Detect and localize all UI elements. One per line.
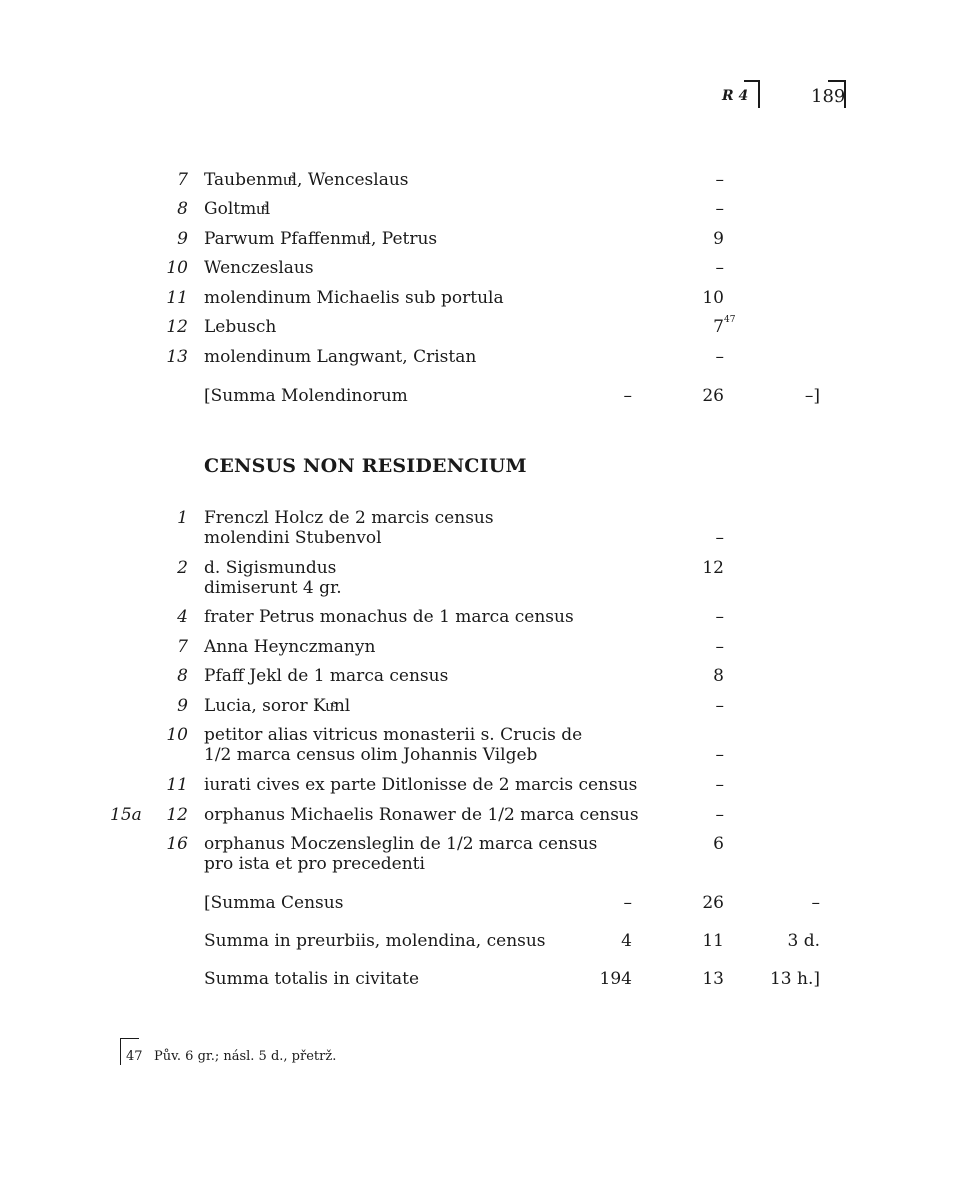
- item-value: –: [715, 199, 724, 219]
- item-value: –: [715, 528, 724, 548]
- item-value: [680, 315, 736, 337]
- item-value: –: [715, 775, 724, 795]
- item-number: 2: [177, 558, 188, 578]
- summa-col3: –: [811, 893, 820, 913]
- footnote-text: Pův. 6 gr.; násl. 5 d., přetrž.: [154, 1049, 337, 1064]
- item-number: 11: [166, 288, 188, 308]
- page-number-corner-mark: [828, 80, 846, 108]
- item-value: 6: [713, 834, 724, 854]
- item-number: 10: [166, 258, 188, 278]
- item-text: d. Sigismundus: [204, 558, 337, 578]
- summa-col1: 194: [599, 969, 632, 989]
- summa-col3: 3 d.: [787, 931, 820, 951]
- footnote-number: 47: [126, 1049, 143, 1064]
- item-number: 16: [166, 834, 188, 854]
- item-number: 8: [177, 666, 188, 686]
- item-number: 7: [177, 637, 188, 657]
- item-number: 7: [177, 170, 188, 190]
- margin-folio-note: 15a: [110, 805, 142, 825]
- item-value: 9: [713, 229, 724, 249]
- item-value: –: [715, 170, 724, 190]
- page-header: [700, 80, 860, 110]
- item-text: Pfaff Jekl de 1 marca census: [204, 666, 449, 686]
- item-text: pro ista et pro precedenti: [204, 854, 425, 874]
- item-text: molendinum Michaelis sub portula: [204, 288, 504, 308]
- item-text: Parwum Pfaffenmuͤl, Petrus: [204, 229, 438, 249]
- item-text: petitor alias vitricus monasterii s. Crucis de: [204, 725, 583, 745]
- item-value: –: [715, 258, 724, 278]
- item-text: molendini Stubenvol: [204, 528, 382, 548]
- summa-col2: 13: [702, 969, 724, 989]
- summa-col1: –: [623, 893, 632, 913]
- summa-col3: 13 h.]: [769, 969, 820, 989]
- item-number: 1: [177, 508, 188, 528]
- item-text: iurati cives ex parte Ditlonisse de 2 marcis census: [204, 775, 638, 795]
- item-number: 12: [166, 805, 188, 825]
- item-text: Taubenmuͤl, Wenceslaus: [204, 170, 409, 190]
- item-text: Anna Heynczmanyn: [204, 637, 376, 657]
- item-value: –: [715, 805, 724, 825]
- summa-col1: –: [623, 386, 632, 406]
- item-text: molendinum Langwant, Cristan: [204, 347, 477, 367]
- item-value: –: [715, 745, 724, 765]
- summa-label: Summa in preurbiis, molendina, census: [204, 931, 546, 951]
- summa-col1: 4: [621, 931, 632, 951]
- summa-col2: 26: [702, 893, 724, 913]
- summa-col2: 26: [702, 386, 724, 406]
- item-text: Lebusch: [204, 317, 277, 337]
- item-number: 13: [166, 347, 188, 367]
- item-value: –: [715, 696, 724, 716]
- item-text: orphanus Michaelis Ronawer de 1/2 marca census: [204, 805, 639, 825]
- item-text: Frenczl Holcz de 2 marcis census: [204, 508, 494, 528]
- summa-col2: 11: [702, 931, 724, 951]
- item-value: 10: [702, 288, 724, 308]
- item-value: 8: [713, 666, 724, 686]
- footnote: [120, 1038, 520, 1066]
- section-heading: CENSUS NON RESIDENCIUM: [204, 455, 527, 477]
- item-number: 12: [166, 317, 188, 337]
- summa-label: Summa totalis in civitate: [204, 969, 420, 989]
- item-text: dimiserunt 4 gr.: [204, 578, 342, 598]
- item-text: Lucia, soror Kuͤnl: [204, 696, 351, 716]
- item-text: orphanus Moczensleglin de 1/2 marca census: [204, 834, 598, 854]
- item-number: 9: [177, 229, 188, 249]
- summa-label: [Summa Molendinorum: [204, 386, 408, 406]
- summa-col3: –]: [804, 386, 820, 406]
- item-number: 10: [166, 725, 188, 745]
- signature-corner-mark: [744, 80, 760, 108]
- item-value-text: 7: [713, 317, 724, 337]
- item-value: –: [715, 347, 724, 367]
- item-number: 8: [177, 199, 188, 219]
- item-number: 9: [177, 696, 188, 716]
- footnote-reference: 47: [724, 315, 736, 325]
- summa-label: [Summa Census: [204, 893, 344, 913]
- item-text: Wenczeslaus: [204, 258, 314, 278]
- item-value: 12: [702, 558, 724, 578]
- item-text: 1/2 marca census olim Johannis Vilgeb: [204, 745, 538, 765]
- item-value: –: [715, 637, 724, 657]
- item-value: –: [715, 607, 724, 627]
- item-text: frater Petrus monachus de 1 marca census: [204, 607, 574, 627]
- item-number: 11: [166, 775, 188, 795]
- page-number: 189: [811, 86, 846, 107]
- signature-label: R 4: [722, 88, 749, 104]
- item-number: 4: [177, 607, 188, 627]
- item-text: Goltmuͤl: [204, 199, 271, 219]
